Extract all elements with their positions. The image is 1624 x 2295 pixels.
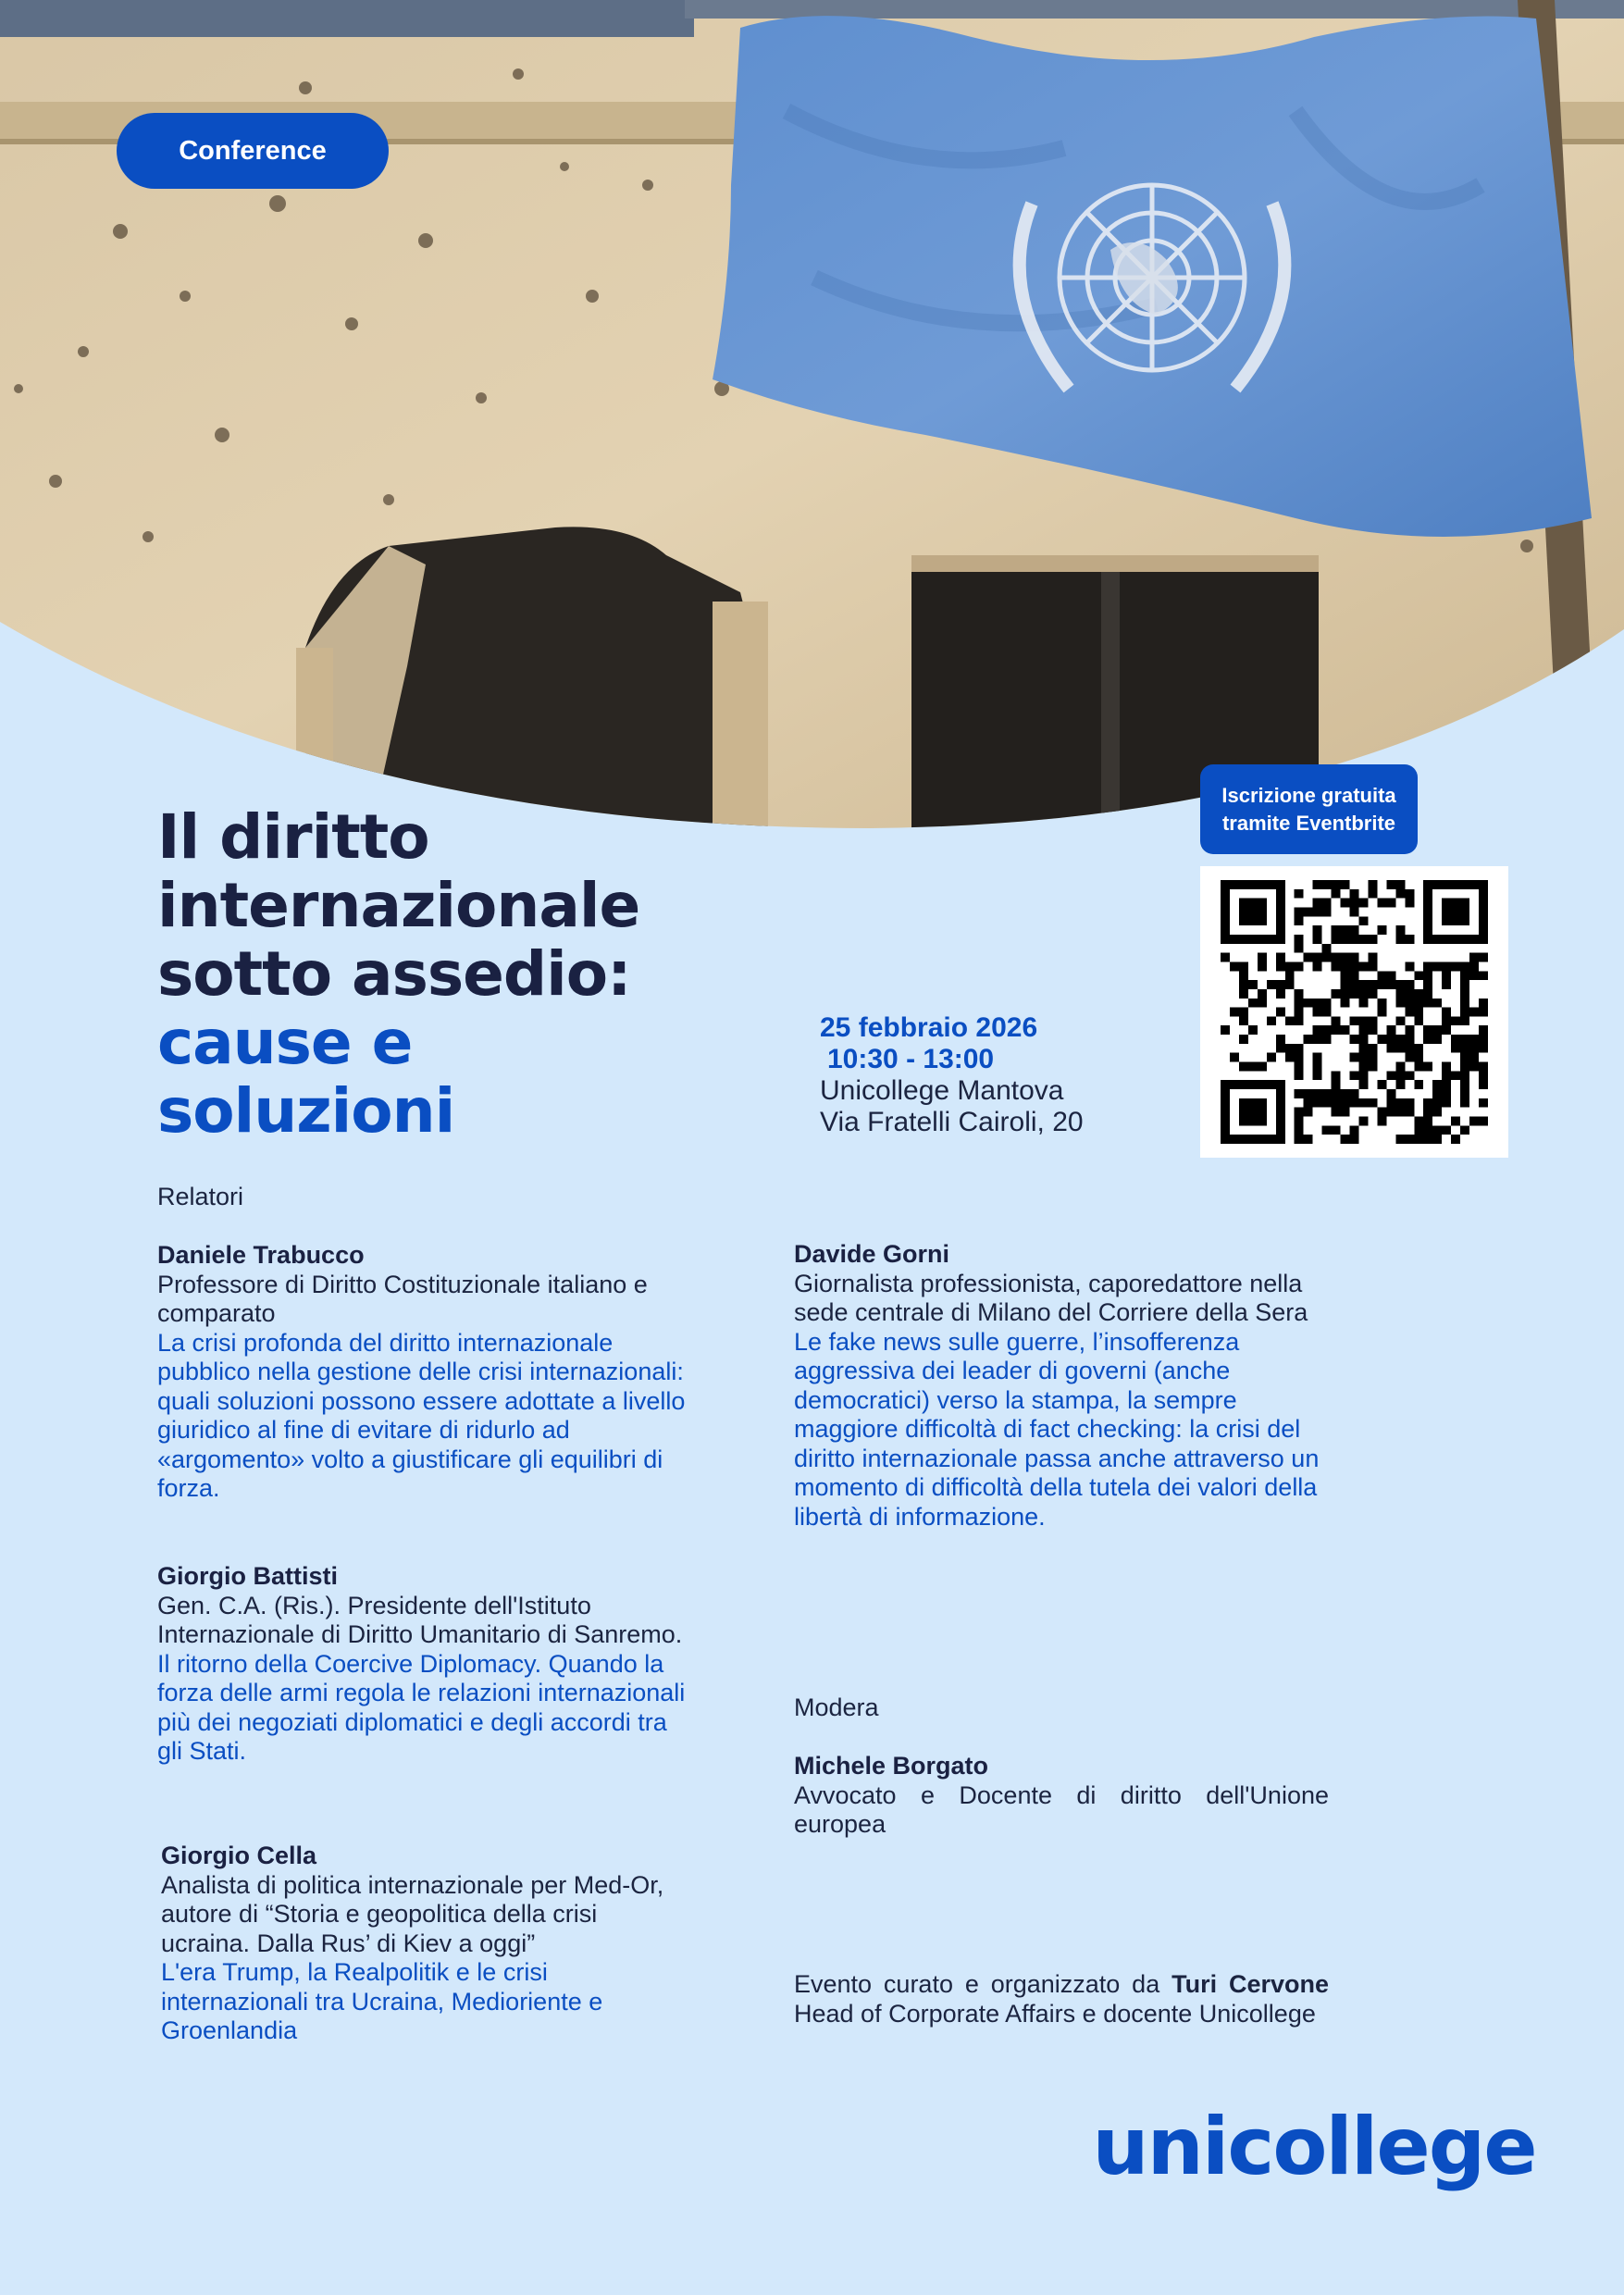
speaker-role: Gen. C.A. (Ris.). Presidente dell'Istituto Internazionale di Diritto Umanitario di Sanremo.: [157, 1591, 683, 1648]
speaker-role: Giornalista professionista, caporedattore nella sede centrale di Milano del Corriere della Sera: [794, 1269, 1308, 1326]
logo-wordmark: unicollege: [1092, 2101, 1536, 2193]
signup-line-1: Iscrizione gratuita: [1221, 783, 1396, 807]
title-line-5: soluzioni: [157, 1075, 455, 1147]
speaker-name: Giorgio Cella: [161, 1842, 317, 1869]
speaker-role: Professore di Diritto Costituzionale italiano e comparato: [157, 1270, 648, 1327]
speaker-topic: L'era Trump, la Realpolitik e le crisi internazionali tra Ucraina, Medioriente e Groenlandia: [161, 1958, 603, 2044]
signup-line-2: tramite Eventbrite: [1221, 811, 1396, 835]
speaker-card: [161, 1842, 688, 2046]
event-venue: Unicollege Mantova: [820, 1075, 1064, 1106]
moderator-label-block: [794, 1693, 1331, 1723]
speakers-label: Relatori: [157, 1183, 244, 1210]
event-time: 10:30 - 13:00: [827, 1044, 995, 1074]
organizer-name: Turi Cervone: [1172, 1970, 1329, 1998]
event-date: 25 febbraio 2026: [820, 1012, 1038, 1043]
moderator-name: Michele Borgato: [794, 1752, 989, 1780]
title-line-2: internazionale: [157, 870, 640, 941]
title-line-1: Il diritto: [157, 801, 429, 873]
title-line-4: cause e: [157, 1007, 413, 1078]
moderator-label: Modera: [794, 1693, 879, 1721]
signup-badge[interactable]: [1200, 764, 1418, 854]
speaker-topic: Il ritorno della Coercive Diplomacy. Quando la forza delle armi regola le relazioni internazionali più dei negoziati diplomatici e degli accordi tra gli Stati.: [157, 1649, 686, 1765]
speaker-name: Daniele Trabucco: [157, 1241, 365, 1269]
moderator-role: Avvocato e Docente di diritto dell'Unione europea: [794, 1780, 1329, 1838]
conference-badge-label: Conference: [179, 135, 327, 166]
unicollege-logo: [1092, 2096, 1536, 2198]
qr-code-icon[interactable]: [1200, 866, 1508, 1158]
title-line-3: sotto assedio:: [157, 938, 631, 1010]
speaker-role: Analista di politica internazionale per Med-Or, autore di “Storia e geopolitica della crisi ucraina. Dalla Rus’ di Kiev a oggi”: [161, 1870, 664, 1957]
speaker-topic: La crisi profonda del diritto internazionale pubblico nella gestione delle crisi internazionali: quali soluzioni possono essere adottate a livello giuridico al fine di evitare di ridurlo ad «argomento» volto a giustificare gli equilibri di forza.: [157, 1328, 686, 1502]
qr-code-graphic: [1221, 880, 1488, 1144]
speakers-label-block: [157, 1183, 694, 1212]
speaker-name: Davide Gorni: [794, 1240, 950, 1268]
moderator-card: [794, 1752, 1329, 1840]
event-info: [820, 1012, 1209, 1138]
speaker-card: [794, 1240, 1331, 1532]
event-title: [157, 803, 824, 1146]
organizer-suffix: Head of Corporate Affairs e docente Unicollege: [794, 1999, 1316, 2028]
speaker-card: [157, 1562, 694, 1767]
organizer-note: [794, 1970, 1329, 2028]
speaker-topic: Le fake news sulle guerre, l’insofferenza aggressiva dei leader di governi (anche democratici) verso la stampa, la sempre maggiore difficoltà di fact checking: la crisi del diritto internazionale passa anche attraverso un momento di difficoltà della tutela dei valori della libertà di informazione.: [794, 1327, 1320, 1531]
conference-badge: [117, 113, 389, 189]
organizer-prefix: Evento curato e organizzato da: [794, 1970, 1160, 1998]
speaker-card: [157, 1241, 694, 1504]
speaker-name: Giorgio Battisti: [157, 1562, 338, 1590]
event-address: Via Fratelli Cairoli, 20: [820, 1107, 1084, 1137]
